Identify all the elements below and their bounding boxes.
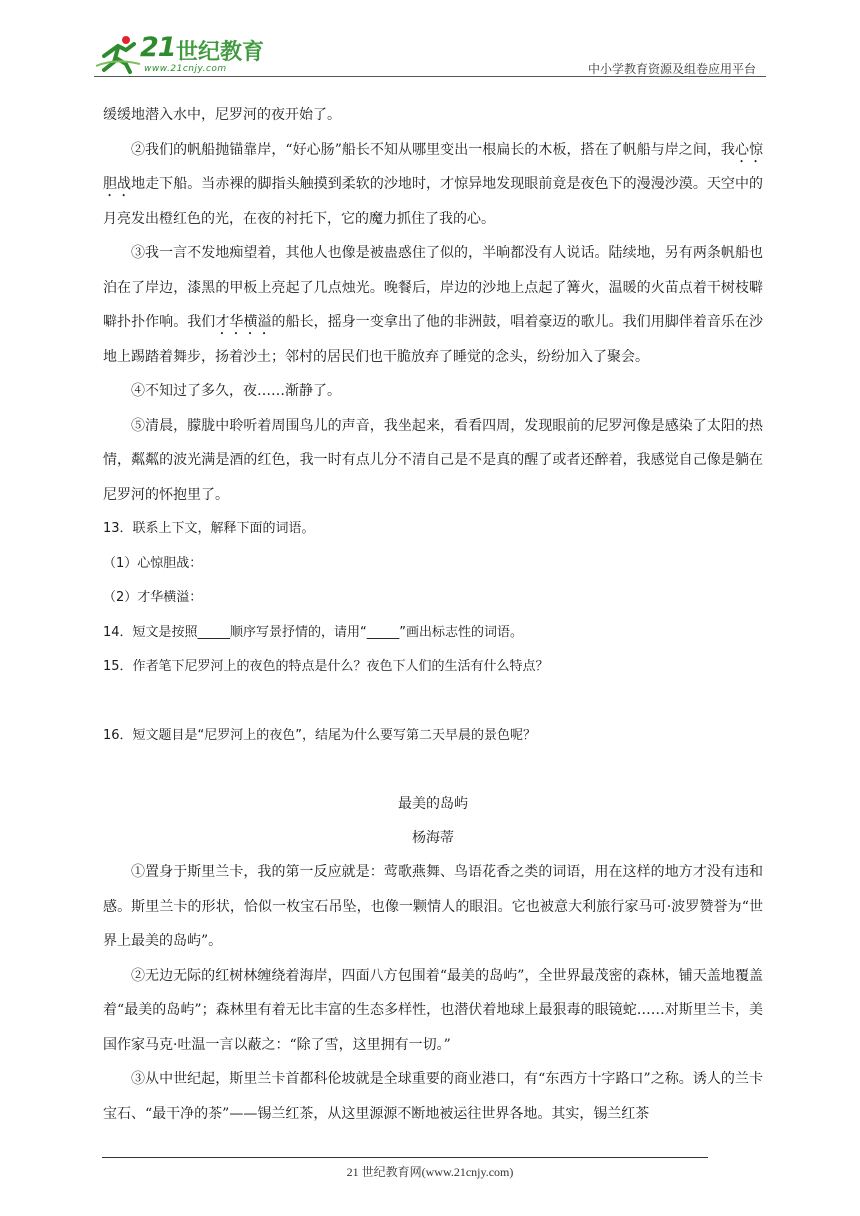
footer-divider — [102, 1157, 708, 1158]
question-13-1: （1）心惊胆战： — [103, 555, 203, 571]
answer-space — [103, 685, 763, 719]
passage-title: 最美的岛屿 — [398, 796, 468, 812]
site-logo[interactable] — [94, 30, 264, 78]
paragraph-1: ①置身于斯里兰卡，我的第一反应就是：莺歌燕舞、鸟语花香之类的词语，用在这样的地方才没有违和感。斯里兰卡的形状，恰似一枚宝石吊坠，也像一颗情人的眼泪。它也被意大利旅行家马可·波罗赞誉为“世界上最美的岛屿”。 — [103, 864, 763, 949]
question-16: 16．短文题目是“尼罗河上的夜色”，结尾为什么要写第二天早晨的景色呢？ — [103, 727, 537, 743]
paragraph-3: ③从中世纪起，斯里兰卡首都科伦坡就是全球重要的商业港口，有“东西方十字路口”之称。诱人的兰卡宝石、“最干净的茶”——锡兰红茶，从这里源源不断地被运往世界各地。其实，锡兰红茶 — [103, 1071, 763, 1122]
question-15: 15．作者笔下尼罗河上的夜色的特点是什么？夜色下人们的生活有什么特点？ — [103, 659, 549, 674]
logo-text: 世纪教育 — [176, 40, 265, 65]
runner-logo-icon — [96, 34, 140, 74]
paragraph-2: ②无边无际的红树林缠绕着海岸，四面八方包围着“最美的岛屿”，全世界最茂密的森林，铺天盖地覆盖着“最美的岛屿”；森林里有着无比丰富的生态多样性，也潜伏着地球上最狠毒的眼镜蛇……对斯里兰卡，美国作家马克·吐温一言以蔽之：“除了雪，这里拥有一切。” — [103, 967, 763, 1053]
paragraph-3 — [103, 236, 763, 374]
paragraph-4: ④不知过了多久，夜……渐静了。 — [131, 383, 341, 399]
paragraph-text: 地走下船。当赤裸的脚指头触摸到柔软的沙地时，才惊异地发现眼前竟是夜色下的漫漫沙漠。天空中的月亮发出橙红色的光，在夜的衬托下，它的魔力抓住了我的心。 — [103, 176, 764, 227]
passage-author: 杨海蒂 — [412, 830, 454, 846]
logo-number: 21 — [140, 32, 176, 63]
paragraph-2 — [103, 133, 763, 237]
page-header — [94, 30, 766, 80]
question-14: 14．短文是按照_____顺序写景抒情的，请用“_____”画出标志性的词语。 — [103, 624, 524, 640]
paragraph-continuation: 缓缓地潜入水中，尼罗河的夜开始了。 — [103, 107, 341, 123]
logo-url: www.21cnjy.com — [144, 64, 227, 74]
page-footer: 21 世纪教育网(www.21cnjy.com) — [346, 1165, 514, 1179]
document-body — [103, 98, 763, 1131]
answer-space — [103, 753, 763, 787]
question-13: 13．联系上下文，解释下面的词语。 — [103, 521, 315, 536]
paragraph-text: ③我一言不发地痴望着，其他人也像是被蛊惑住了似的，半晌都没有人说话。陆续地，另有两条帆船也泊在了岸边，漆黑的甲板上亮起了几点烛光。晚餐后，岸边的沙地上点起了篝火，温暖的火苗点着干树枝噼噼扑扑作响。我们 — [103, 245, 763, 330]
emphasized-word: 心惊胆战 — [103, 141, 764, 192]
emphasized-word: 才华横溢 — [215, 314, 272, 330]
question-13-2: （2）才华横溢： — [103, 590, 203, 605]
paragraph-text: 的船长，摇身一变拿出了他的非洲鼓，唱着豪迈的歌儿。我们用脚伴着音乐在沙地上踢踏着舞步，扬着沙土；邻村的居民们也干脆放弃了睡觉的念头，纷纷加入了聚会。 — [103, 314, 764, 365]
paragraph-5: ⑤清晨，朦胧中聆听着周围鸟儿的声音，我坐起来，看看四周，发现眼前的尼罗河像是感染了太阳的热情，粼粼的波光满是酒的红色，我一时有点儿分不清自己是不是真的醒了或者还醉着，我感觉自己像是躺在尼罗河的怀抱里了。 — [103, 417, 763, 503]
platform-name: 中小学教育资源及组卷应用平台 — [587, 62, 756, 76]
paragraph-text: ②我们的帆船抛锚靠岸，“好心肠”船长不知从哪里变出一根扁长的木板，搭在了帆船与岸之间，我 — [131, 141, 735, 158]
header-divider — [94, 76, 766, 77]
